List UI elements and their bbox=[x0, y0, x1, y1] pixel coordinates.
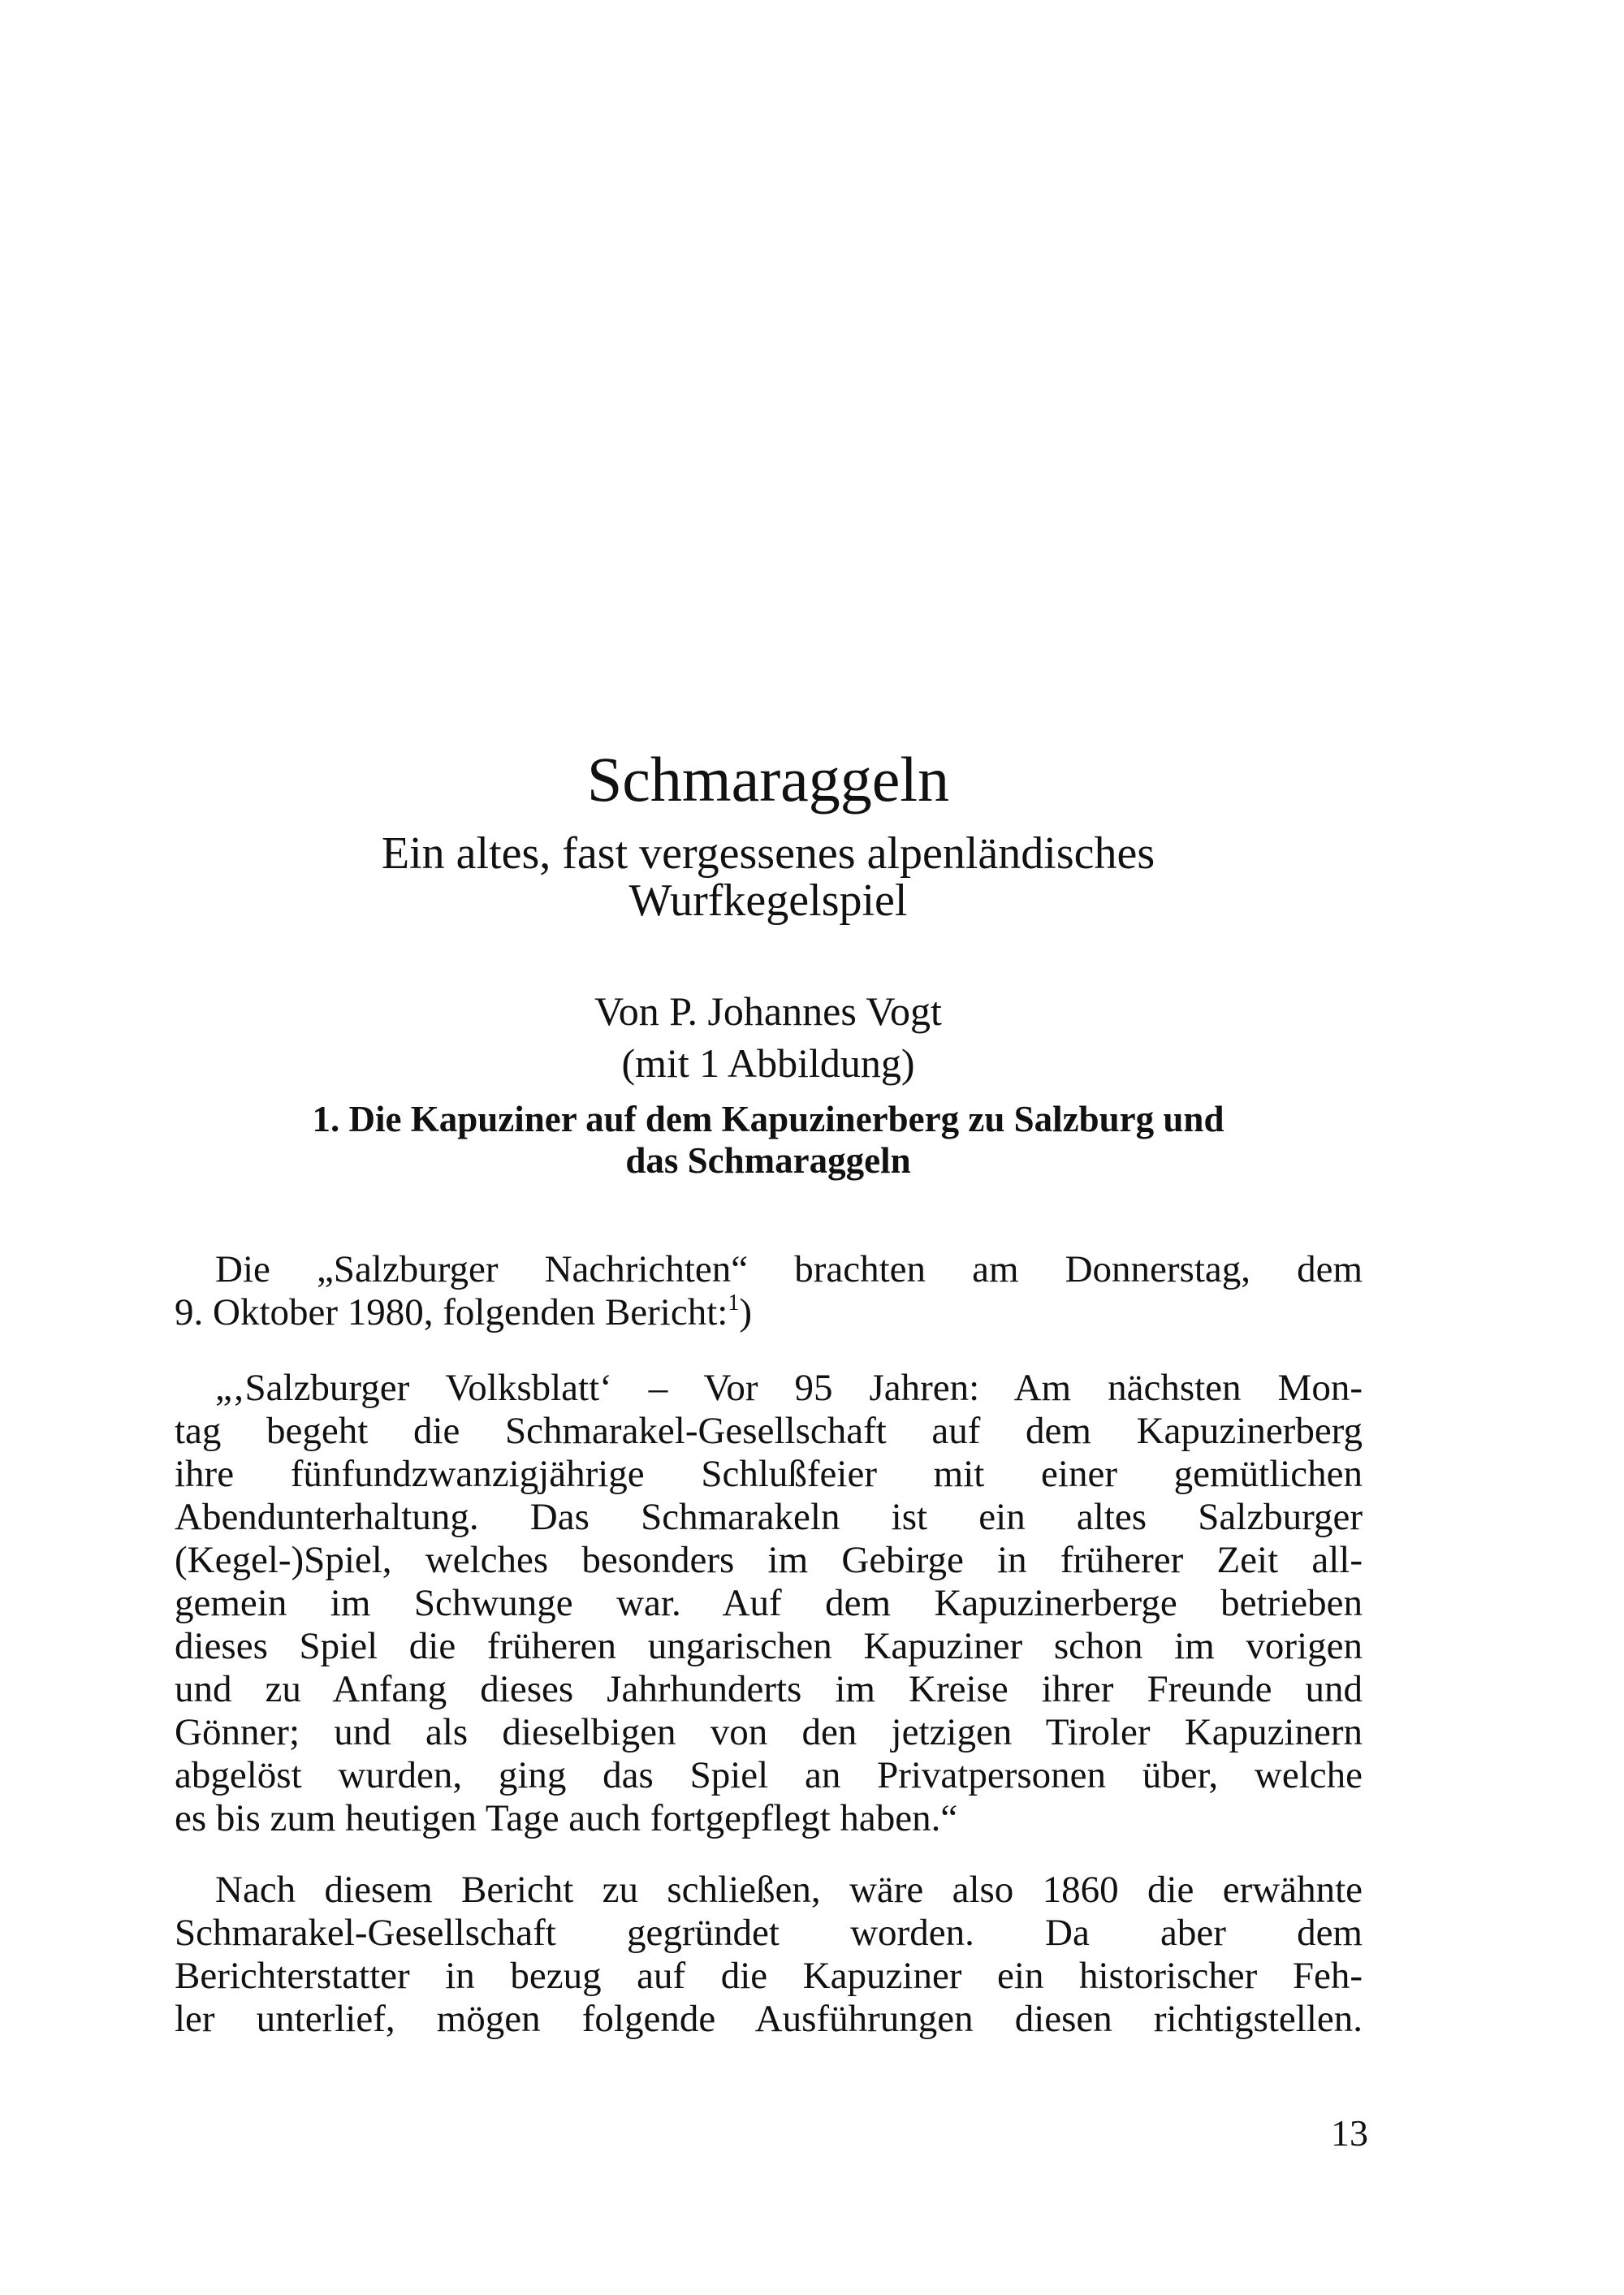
paragraph-3 bbox=[175, 1869, 1363, 2041]
text-line: abgelöst wurden, ging das Spiel an Privatpersonen über, welche bbox=[175, 1754, 1363, 1796]
text-line: gemein im Schwunge war. Auf dem Kapuzinerberge betrieben bbox=[175, 1582, 1363, 1624]
section-heading-line: 1. Die Kapuziner auf dem Kapuzinerberg zu Salzburg und bbox=[312, 1099, 1224, 1139]
article-subtitle-line: Wurfkegelspiel bbox=[628, 875, 908, 926]
text-line: Berichterstatter in bezug auf die Kapuziner ein historischer Feh- bbox=[175, 1955, 1363, 1997]
text-line: tag begeht die Schmarakel-Gesellschaft auf dem Kapuzinerberg bbox=[175, 1410, 1363, 1452]
paragraph-2-quote bbox=[175, 1367, 1363, 1840]
text-line: ihre fünfundzwanzigjährige Schlußfeier mit einer gemütlichen bbox=[175, 1453, 1363, 1495]
text-line: Schmarakel-Gesellschaft gegründet worden. Da aber dem bbox=[175, 1912, 1363, 1954]
article-title: Schmaraggeln bbox=[586, 744, 950, 815]
text-line: „‚Salzburger Volksblatt‘ – Vor 95 Jahren: Am nächsten Mon- bbox=[215, 1367, 1363, 1409]
text-line: Gönner; und als dieselbigen von den jetzigen Tiroler Kapuzinern bbox=[175, 1711, 1363, 1753]
text-line: dieses Spiel die früheren ungarischen Kapuziner schon im vorigen bbox=[175, 1625, 1363, 1667]
text-line-content: 9. Oktober 1980, folgenden Bericht: bbox=[175, 1291, 728, 1333]
footnote-close: ) bbox=[739, 1291, 752, 1333]
text-line: es bis zum heutigen Tage auch fortgepflegt haben.“ bbox=[175, 1797, 958, 1839]
footnote-reference[interactable]: 1 bbox=[728, 1290, 740, 1316]
section-heading-line: das Schmaraggeln bbox=[625, 1140, 911, 1181]
text-line: (Kegel-)Spiel, welches besonders im Gebirge in früherer Zeit all- bbox=[175, 1539, 1363, 1581]
text-line: Nach diesem Bericht zu schließen, wäre also 1860 die erwähnte bbox=[215, 1869, 1363, 1911]
illustration-note: (mit 1 Abbildung) bbox=[621, 1040, 915, 1086]
text-line bbox=[175, 1291, 1363, 1334]
article-subtitle-line: Ein altes, fast vergessenes alpenländisches bbox=[381, 828, 1155, 879]
text-line: ler unterlief, mögen folgende Ausführungen diesen richtigstellen. bbox=[175, 1998, 1363, 2040]
text-line: Abendunterhaltung. Das Schmarakeln ist ein altes Salzburger bbox=[175, 1496, 1363, 1538]
text-line: und zu Anfang dieses Jahrhunderts im Kreise ihrer Freunde und bbox=[175, 1668, 1363, 1710]
text-line: Die „Salzburger Nachrichten“ brachten am Donnerstag, dem bbox=[215, 1248, 1363, 1290]
page-number: 13 bbox=[1331, 2112, 1368, 2154]
paragraph-1 bbox=[175, 1248, 1363, 1334]
author-byline: Von P. Johannes Vogt bbox=[594, 988, 942, 1034]
